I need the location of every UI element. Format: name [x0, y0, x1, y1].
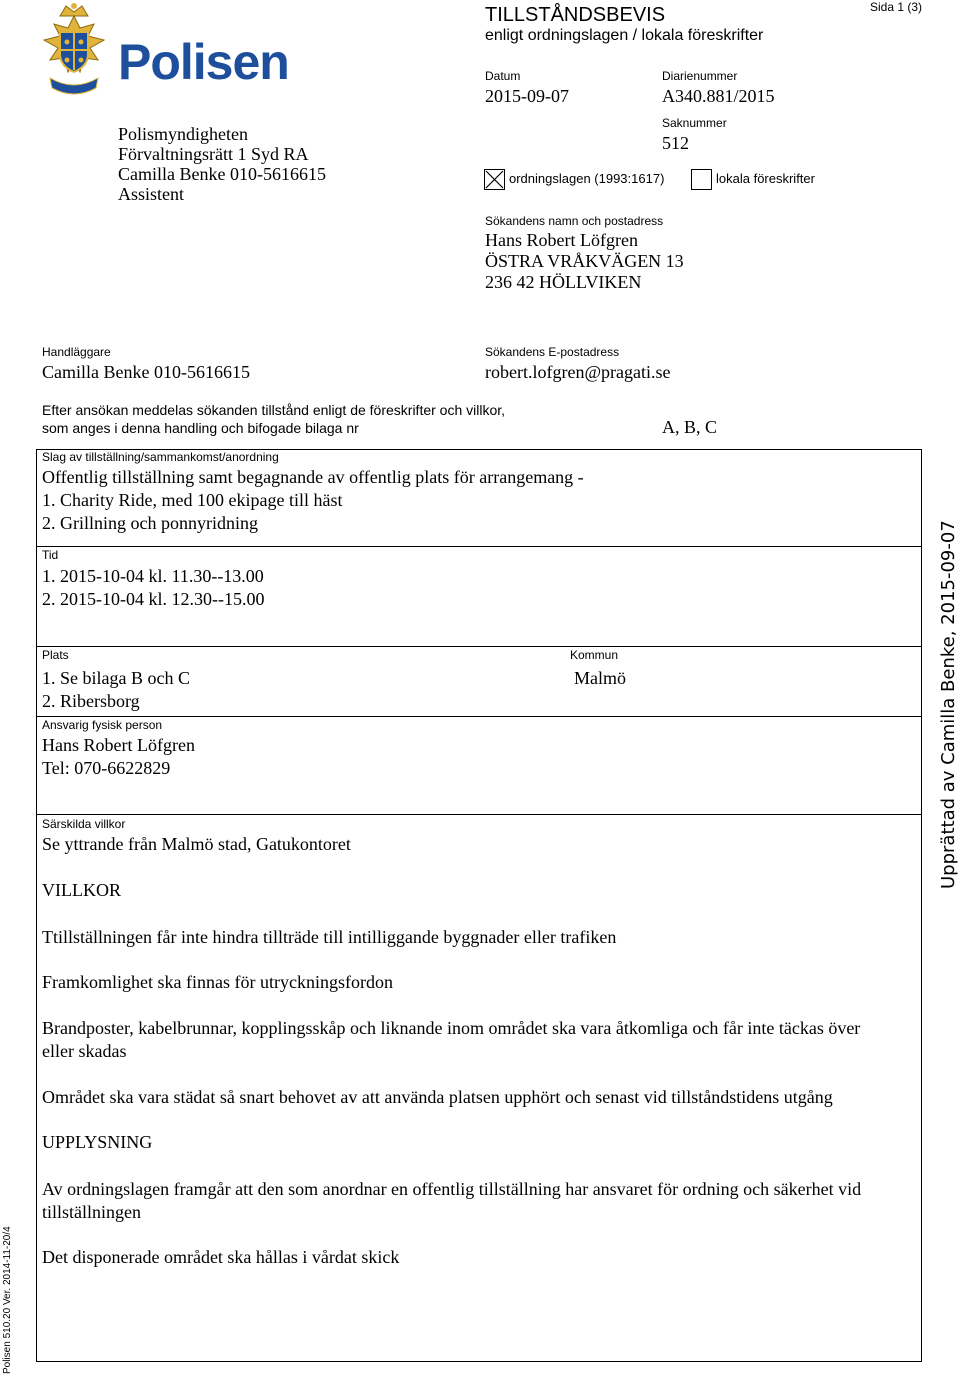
diarienummer-value: A340.881/2015 [662, 86, 775, 106]
divider-slag-tid [36, 546, 922, 547]
lokala-foreskrifter-checkbox[interactable] [691, 169, 712, 190]
tid-line-1: 1. 2015-10-04 kl. 11.30--13.00 [42, 566, 264, 586]
slag-line-2: 1. Charity Ride, med 100 ekipage till häst [42, 490, 343, 510]
police-crest-icon [36, 2, 112, 100]
authority-unit: Förvaltningsrätt 1 Syd RA [118, 144, 309, 164]
divider-tid-plats [36, 646, 922, 647]
form-version-code: Polisen 510.20 Ver. 2014-11-20/4 [2, 1226, 13, 1374]
authority-contact: Camilla Benke 010-5616615 [118, 164, 326, 184]
divider-ansvarig-villkor [36, 814, 922, 815]
sarskilda-villkor-label: Särskilda villkor [42, 817, 126, 831]
authority-name: Polismyndigheten [118, 124, 248, 144]
page-number: Sida 1 (3) [870, 0, 923, 14]
villkor-tilltrade: Ttillställningen får inte hindra tillträde till intilliggande byggnader eller trafiken [42, 927, 617, 947]
villkor-stadat: Området ska vara städat så snart behovet av att använda platsen upphört och senast vid tillståndstidens utgång [42, 1087, 833, 1107]
epost-label: Sökandens E-postadress [485, 345, 620, 359]
plats-line-2: 2. Ribersborg [42, 691, 140, 711]
form-border-right [921, 449, 922, 1362]
villkor-yttrande: Se yttrande från Malmö stad, Gatukontoret [42, 834, 351, 854]
tid-line-2: 2. 2015-10-04 kl. 12.30--15.00 [42, 589, 265, 609]
datum-value: 2015-09-07 [485, 86, 569, 106]
checkmark-x-icon [485, 170, 504, 189]
villkor-brandposter-2: eller skadas [42, 1041, 127, 1061]
villkor-brandposter-1: Brandposter, kabelbrunnar, kopplingsskåp och liknande inom området ska vara åtkomliga och får inte täckas över [42, 1018, 861, 1038]
ansvarig-name: Hans Robert Löfgren [42, 735, 195, 755]
bilagor-value: A, B, C [662, 417, 718, 437]
slag-line-3: 2. Grillning och ponnyridning [42, 513, 258, 533]
slag-line-1: Offentlig tillställning samt begagnande av offentlig plats för arrangemang - [42, 467, 584, 487]
lokala-foreskrifter-checkbox-label: lokala föreskrifter [716, 171, 815, 186]
upplysning-ordningslagen-2: tillställningen [42, 1202, 141, 1222]
villkor-framkomlighet: Framkomlighet ska finnas för utryckningsfordon [42, 972, 393, 992]
saknummer-value: 512 [662, 133, 689, 153]
sokande-name: Hans Robert Löfgren [485, 230, 638, 250]
ordningslagen-checkbox[interactable] [484, 169, 505, 190]
saknummer-label: Saknummer [662, 116, 727, 130]
epost-value: robert.lofgren@pragati.se [485, 362, 671, 382]
ansvarig-tel: Tel: 070-6622829 [42, 758, 171, 778]
kommun-value: Malmö [574, 668, 626, 688]
ansvarig-label: Ansvarig fysisk person [42, 718, 163, 732]
divider-plats-ansvarig [36, 716, 922, 717]
authority-role: Assistent [118, 184, 185, 204]
upplysning-heading: UPPLYSNING [42, 1132, 153, 1152]
sokande-street: ÖSTRA VRÅKVÄGEN 13 [485, 251, 684, 271]
upplysning-vardat-skick: Det disponerade området ska hållas i vårdat skick [42, 1247, 400, 1267]
handlaggare-label: Handläggare [42, 345, 111, 359]
upplysning-ordningslagen-1: Av ordningslagen framgår att den som anordnar en offentlig tillställning har ansvaret för ordning och säkerhet vid [42, 1179, 862, 1199]
document-title: TILLSTÅNDSBEVIS [485, 4, 666, 26]
ordningslagen-checkbox-label: ordningslagen (1993:1617) [509, 171, 665, 186]
form-border-bottom [36, 1361, 922, 1362]
document-subtitle: enligt ordningslagen / lokala föreskrifter [485, 27, 764, 44]
villkor-heading: VILLKOR [42, 880, 121, 900]
sokande-city: 236 42 HÖLLVIKEN [485, 272, 642, 292]
plats-label: Plats [42, 648, 69, 662]
kommun-label: Kommun [570, 648, 619, 662]
upprattad-av-stamp: Upprättad av Camilla Benke, 2015-09-07 [938, 520, 959, 889]
plats-line-1: 1. Se bilaga B och C [42, 668, 190, 688]
intro-line-1: Efter ansökan meddelas sökanden tillstånd enligt de föreskrifter och villkor, [42, 402, 506, 418]
datum-label: Datum [485, 69, 521, 83]
diarienummer-label: Diarienummer [662, 69, 738, 83]
polisen-wordmark: Polisen [118, 34, 289, 90]
form-border-left [36, 449, 37, 1362]
slag-label: Slag av tillställning/sammankomst/anordning [42, 450, 279, 464]
intro-line-2: som anges i denna handling och bifogade bilaga nr [42, 420, 359, 436]
handlaggare-value: Camilla Benke 010-5616615 [42, 362, 250, 382]
tid-label: Tid [42, 548, 59, 562]
sokande-label: Sökandens namn och postadress [485, 214, 664, 228]
